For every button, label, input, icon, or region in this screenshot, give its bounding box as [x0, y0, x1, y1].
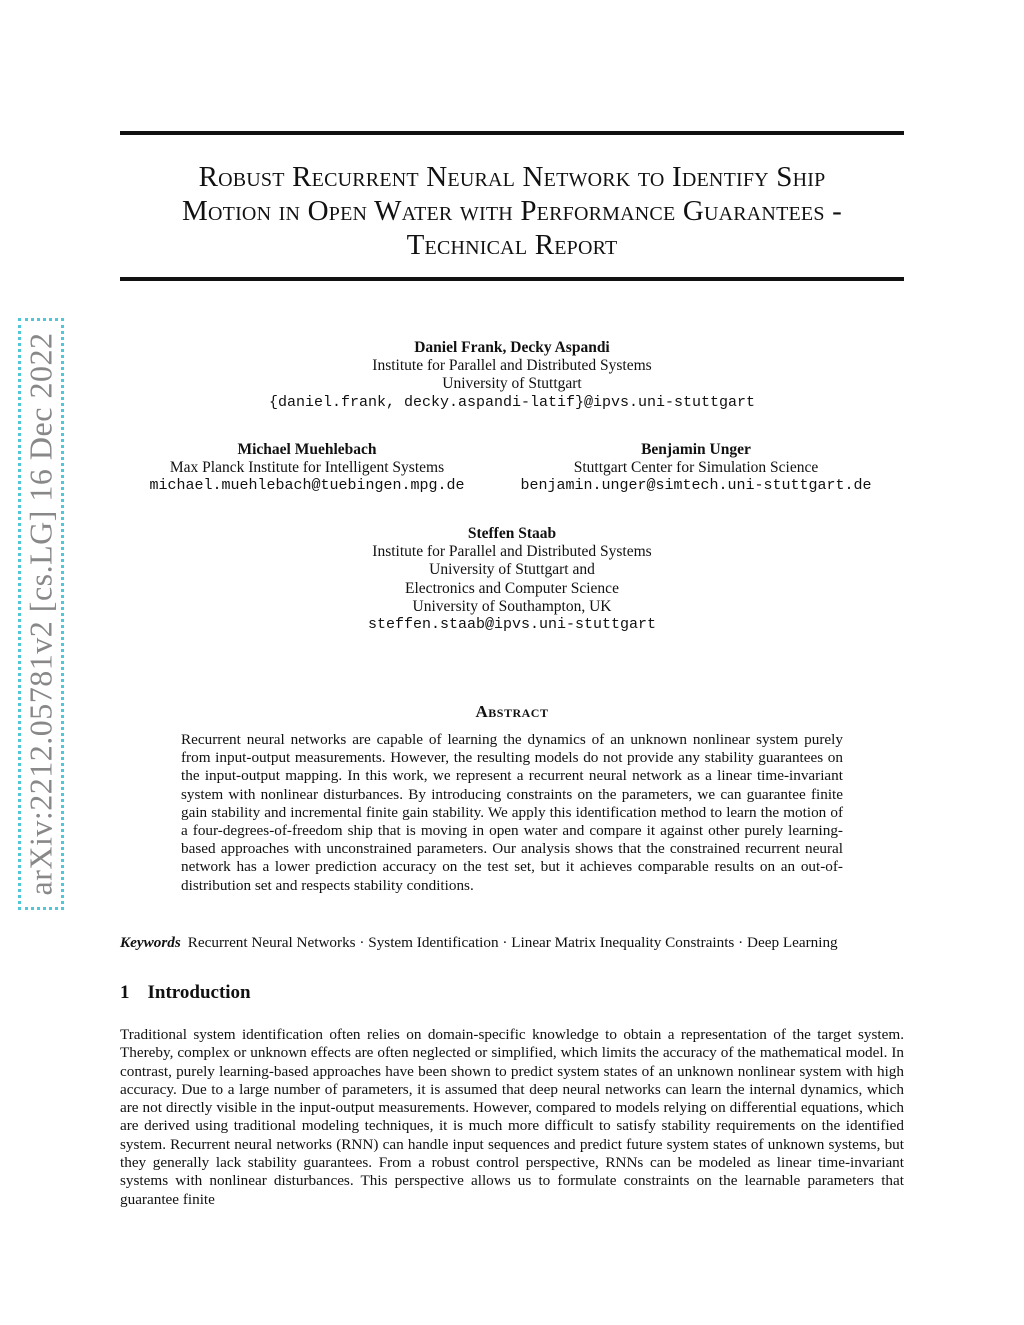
- section-title: Introduction: [147, 982, 251, 1003]
- author-affiliation: Institute for Parallel and Distributed Systems: [372, 357, 652, 375]
- author-affiliation: University of Southampton, UK: [412, 597, 612, 615]
- author-name: Michael Muehlebach: [237, 441, 377, 458]
- author-affiliation: University of Stuttgart and: [429, 561, 595, 579]
- author-email: steffen.staab@ipvs.uni-stuttgart: [367, 616, 657, 634]
- abstract-text: Recurrent neural networks are capable of learning the dynamics of an unknown nonlinear system purely from input-output measurements. However, the resulting models do not provide any stability guarantees on the input-output mapping. In this work, we represent a recurrent neural network as a linear time-invariant system with nonlinear disturbances. By introducing constraints on the parameters, we can guarantee finite gain stability and incremental finite gain stability. We apply this identification method to learn the motion of a four-degrees-of-freedom ship that is moving in open water and compare it against other purely learning-based approaches with unconstrained parameters. Our analysis shows that the constrained recurrent neural network has a lower prediction accuracy on the test set, but it achieves comparable results on an out-of-distribution set and respects stability conditions.: [181, 731, 843, 894]
- author-affiliation: Institute for Parallel and Distributed Systems: [372, 543, 652, 561]
- paper-title-line3: Technical Report: [406, 229, 618, 261]
- author-names: Daniel Frank, Decky Aspandi: [414, 339, 610, 356]
- author-group-frank-aspandi: [212, 339, 812, 412]
- paper-title: [110, 160, 914, 262]
- author-muehlebach: [120, 441, 494, 496]
- keywords-label: Keywords: [120, 934, 181, 951]
- title-top-rule: [120, 131, 904, 135]
- keywords-line: [120, 934, 910, 952]
- author-name: Steffen Staab: [467, 525, 557, 542]
- author-affiliation: Electronics and Computer Science: [405, 579, 619, 597]
- author-unger: [486, 441, 906, 496]
- author-affiliation: Max Planck Institute for Intelligent Systems: [169, 459, 445, 477]
- section-heading-introduction: [120, 982, 251, 1004]
- arxiv-identifier[interactable]: arXiv:2212.05781v2 [cs.LG] 16 Dec 2022: [22, 332, 59, 896]
- author-affiliation: Stuttgart Center for Simulation Science: [573, 459, 819, 477]
- author-staab: [212, 525, 812, 634]
- author-name: Benjamin Unger: [641, 441, 751, 458]
- paper-title-line1: Robust Recurrent Neural Network to Identify Ship: [198, 161, 826, 193]
- author-email: michael.muehlebach@tuebingen.mpg.de: [149, 477, 465, 495]
- author-affiliation: University of Stuttgart: [442, 375, 582, 393]
- author-email: {daniel.frank, decky.aspandi-latif}@ipvs.uni-stuttgart: [268, 393, 756, 411]
- author-email: benjamin.unger@simtech.uni-stuttgart.de: [520, 477, 872, 495]
- title-bottom-rule: [120, 277, 904, 281]
- abstract-heading: Abstract: [475, 702, 549, 721]
- introduction-paragraph: Traditional system identification often relies on domain-specific knowledge to obtain a representation of the target system. Thereby, complex or unknown effects are often neglected or simplified, which limits the accuracy of the mathematical model. In contrast, purely learning-based approaches have been shown to predict system states of an unknown nonlinear system with high accuracy. Due to a large number of parameters, it is assumed that deep neural networks can learn the internal dynamics, which are not directly visible in the input-output measurements. However, compared to models relying on differential equations, which are derived using traditional modeling techniques, it is much more difficult to satisfy stability requirements on the identified system. Recurrent neural networks (RNN) can handle input sequences and predict future system states of unknown systems, but they generally lack stability guarantees. From a robust control perspective, RNNs can be modeled as linear time-invariant systems with nonlinear disturbances. This perspective allows us to formulate constraints on the learnable parameters that guarantee finite: [120, 1026, 904, 1208]
- section-number: 1: [120, 982, 130, 1003]
- paper-title-line2: Motion in Open Water with Performance Guarantees -: [182, 195, 842, 227]
- keywords-text: Recurrent Neural Networks · System Identification · Linear Matrix Inequality Constraints · Deep Learning: [187, 934, 838, 951]
